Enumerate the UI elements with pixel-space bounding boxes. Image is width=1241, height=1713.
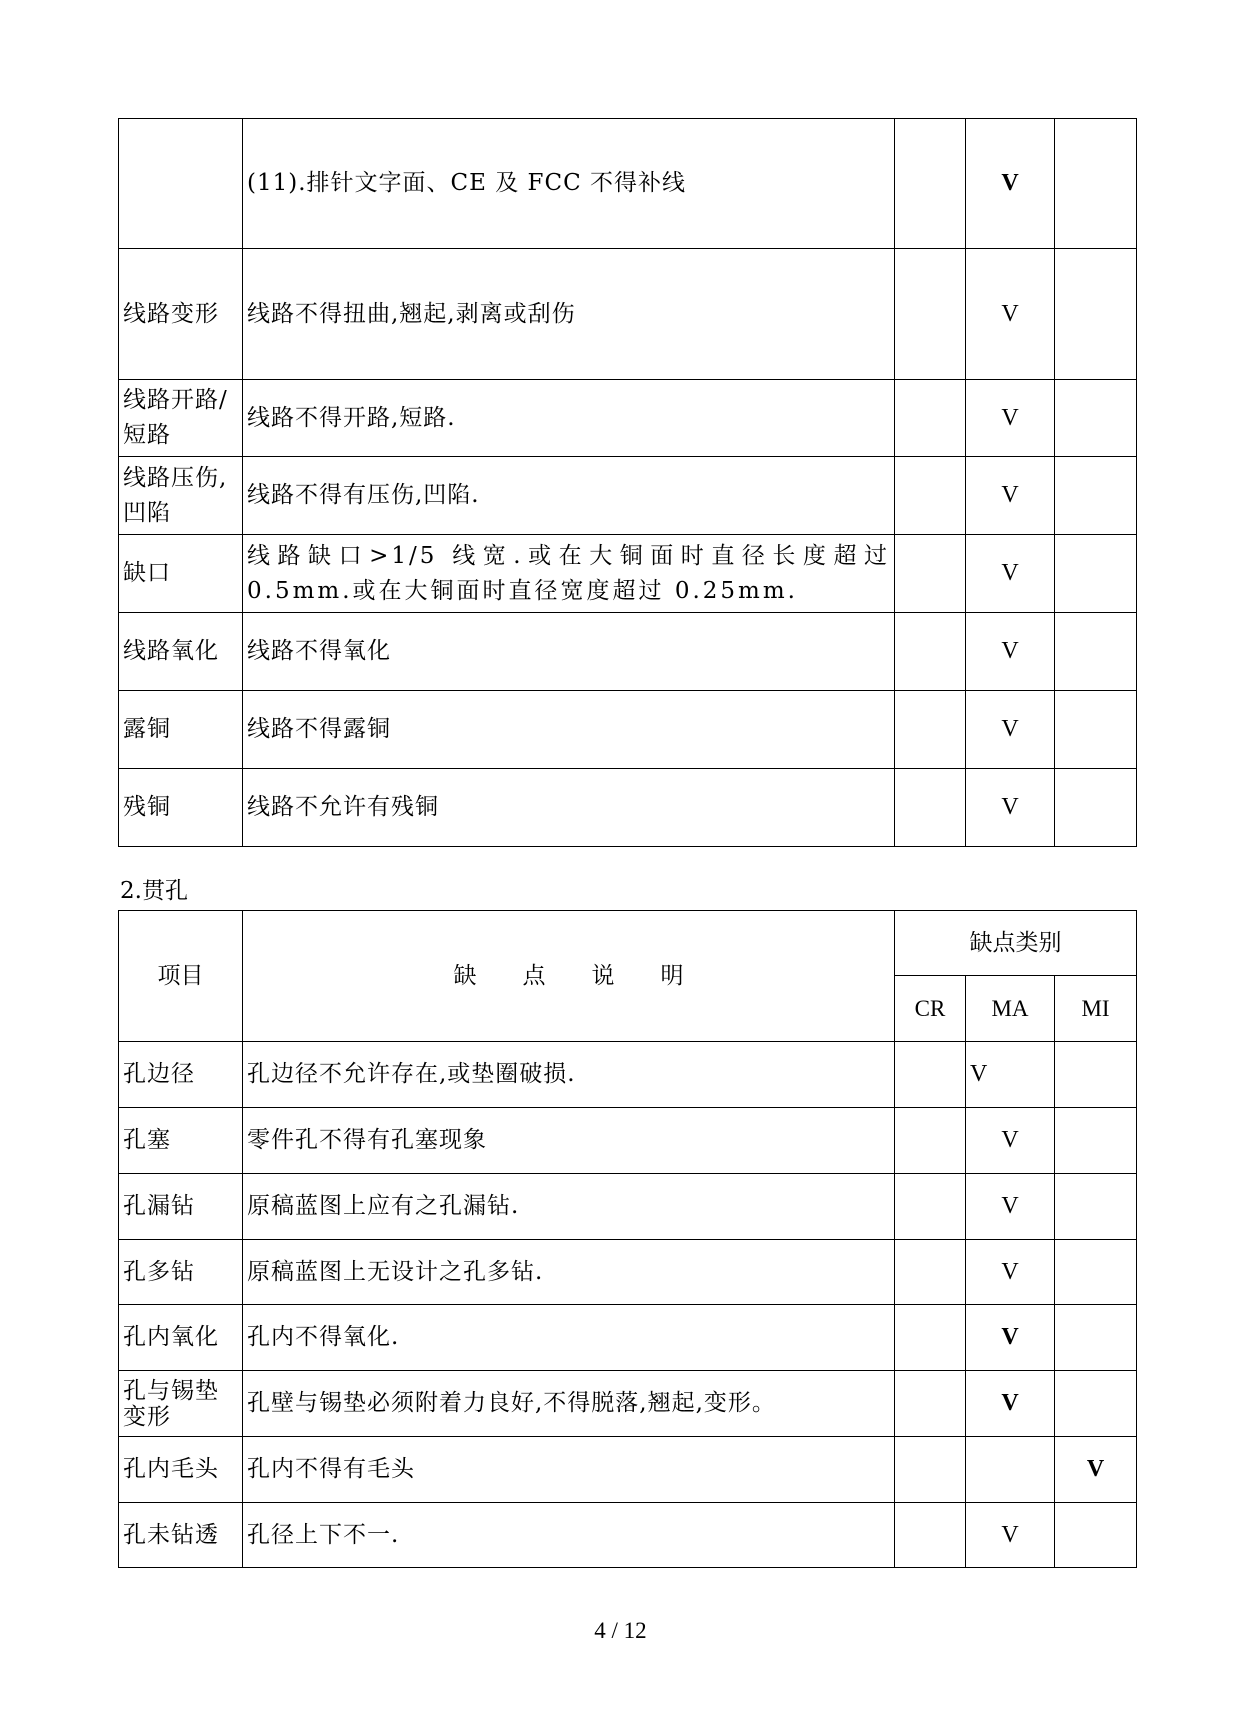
ma-cell: V xyxy=(966,1174,1055,1240)
item-cell: 线路压伤,凹陷 xyxy=(119,457,243,535)
ma-cell: V xyxy=(966,1240,1055,1305)
table-row xyxy=(119,1042,1137,1108)
mi-cell xyxy=(1055,380,1137,457)
ma-cell: V xyxy=(966,769,1055,847)
item-cell: 孔漏钻 xyxy=(119,1174,243,1240)
table-row xyxy=(119,249,1137,380)
description-cell: 线路不得扭曲,翘起,剥离或刮伤 xyxy=(243,249,895,380)
description-cell: 线路不得开路,短路. xyxy=(243,380,895,457)
description-cell: (11).排针文字面、CE 及 FCC 不得补线 xyxy=(243,119,895,249)
description-cell: 原稿蓝图上应有之孔漏钻. xyxy=(243,1174,895,1240)
ma-cell: V xyxy=(966,1042,1055,1108)
description-cell: 孔内不得氧化. xyxy=(243,1305,895,1371)
mi-cell xyxy=(1055,613,1137,691)
description-cell: 线路不得有压伤,凹陷. xyxy=(243,457,895,535)
cr-cell xyxy=(895,1174,966,1240)
ma-cell: V xyxy=(966,1371,1055,1437)
ma-cell xyxy=(966,1437,1055,1503)
item-cell: 线路开路/短路 xyxy=(119,380,243,457)
ma-cell: V xyxy=(966,535,1055,613)
table-row xyxy=(119,535,1137,613)
item-cell: 孔边径 xyxy=(119,1042,243,1108)
cr-cell xyxy=(895,1305,966,1371)
cr-cell xyxy=(895,691,966,769)
item-cell: 孔未钻透 xyxy=(119,1503,243,1568)
cr-cell xyxy=(895,1240,966,1305)
mi-cell xyxy=(1055,119,1137,249)
cr-cell xyxy=(895,1437,966,1503)
item-cell xyxy=(119,119,243,249)
cr-cell xyxy=(895,457,966,535)
description-cell: 线路不允许有残铜 xyxy=(243,769,895,847)
item-cell: 孔内氧化 xyxy=(119,1305,243,1371)
header-description: 缺 点 说 明 xyxy=(243,911,895,1042)
table-row xyxy=(119,1437,1137,1503)
section-title: 2.贯孔 xyxy=(120,878,188,904)
table-row xyxy=(119,1108,1137,1174)
cr-cell xyxy=(895,1371,966,1437)
table-row xyxy=(119,457,1137,535)
cr-cell xyxy=(895,1042,966,1108)
header-row xyxy=(119,911,1137,976)
ma-cell: V xyxy=(966,613,1055,691)
cr-cell xyxy=(895,769,966,847)
table-row xyxy=(119,613,1137,691)
description-cell: 孔边径不允许存在,或垫圈破损. xyxy=(243,1042,895,1108)
table-row xyxy=(119,1503,1137,1568)
mi-cell: V xyxy=(1055,1437,1137,1503)
item-cell: 孔与锡垫变形 xyxy=(119,1371,243,1437)
ma-cell: V xyxy=(966,380,1055,457)
cr-cell xyxy=(895,1108,966,1174)
mi-cell xyxy=(1055,1305,1137,1371)
mi-cell xyxy=(1055,1174,1137,1240)
mi-cell xyxy=(1055,457,1137,535)
description-cell: 线路不得氧化 xyxy=(243,613,895,691)
description-cell: 线路不得露铜 xyxy=(243,691,895,769)
table-row xyxy=(119,769,1137,847)
item-cell: 露铜 xyxy=(119,691,243,769)
mi-cell xyxy=(1055,691,1137,769)
mi-cell xyxy=(1055,249,1137,380)
ma-cell: V xyxy=(966,1503,1055,1568)
cr-cell xyxy=(895,535,966,613)
item-cell: 残铜 xyxy=(119,769,243,847)
description-cell: 孔内不得有毛头 xyxy=(243,1437,895,1503)
item-cell: 孔内毛头 xyxy=(119,1437,243,1503)
header-defect-category: 缺点类别 xyxy=(895,911,1137,976)
table-row xyxy=(119,1371,1137,1437)
defect-table-via-hole xyxy=(118,910,1137,1568)
mi-cell xyxy=(1055,769,1137,847)
header-cr: CR xyxy=(895,976,966,1042)
table-row xyxy=(119,1305,1137,1371)
table-row xyxy=(119,1240,1137,1305)
mi-cell xyxy=(1055,535,1137,613)
ma-cell: V xyxy=(966,457,1055,535)
page-number: 4 / 12 xyxy=(594,1618,647,1643)
mi-cell xyxy=(1055,1371,1137,1437)
item-cell: 孔塞 xyxy=(119,1108,243,1174)
cr-cell xyxy=(895,613,966,691)
item-cell: 孔多钻 xyxy=(119,1240,243,1305)
ma-cell: V xyxy=(966,691,1055,769)
description-cell: 零件孔不得有孔塞现象 xyxy=(243,1108,895,1174)
item-cell: 线路变形 xyxy=(119,249,243,380)
table-row xyxy=(119,691,1137,769)
header-item: 项目 xyxy=(119,911,243,1042)
description-cell: 原稿蓝图上无设计之孔多钻. xyxy=(243,1240,895,1305)
ma-cell: V xyxy=(966,1305,1055,1371)
header-mi: MI xyxy=(1055,976,1137,1042)
table-row xyxy=(119,119,1137,249)
description-cell: 孔径上下不一. xyxy=(243,1503,895,1568)
mi-cell xyxy=(1055,1108,1137,1174)
item-cell: 线路氧化 xyxy=(119,613,243,691)
cr-cell xyxy=(895,1503,966,1568)
mi-cell xyxy=(1055,1042,1137,1108)
mi-cell xyxy=(1055,1240,1137,1305)
table-row xyxy=(119,380,1137,457)
ma-cell: V xyxy=(966,1108,1055,1174)
description-cell: 线路缺口>1/5 线宽.或在大铜面时直径长度超过 0.5mm.或在大铜面时直径宽度超过 0.25mm. xyxy=(243,535,895,613)
cr-cell xyxy=(895,249,966,380)
description-cell: 孔壁与锡垫必须附着力良好,不得脱落,翘起,变形。 xyxy=(243,1371,895,1437)
mi-cell xyxy=(1055,1503,1137,1568)
cr-cell xyxy=(895,119,966,249)
item-cell: 缺口 xyxy=(119,535,243,613)
ma-cell: V xyxy=(966,249,1055,380)
cr-cell xyxy=(895,380,966,457)
ma-cell: V xyxy=(966,119,1055,249)
defect-table-circuit xyxy=(118,118,1137,847)
header-ma: MA xyxy=(966,976,1055,1042)
table-row xyxy=(119,1174,1137,1240)
